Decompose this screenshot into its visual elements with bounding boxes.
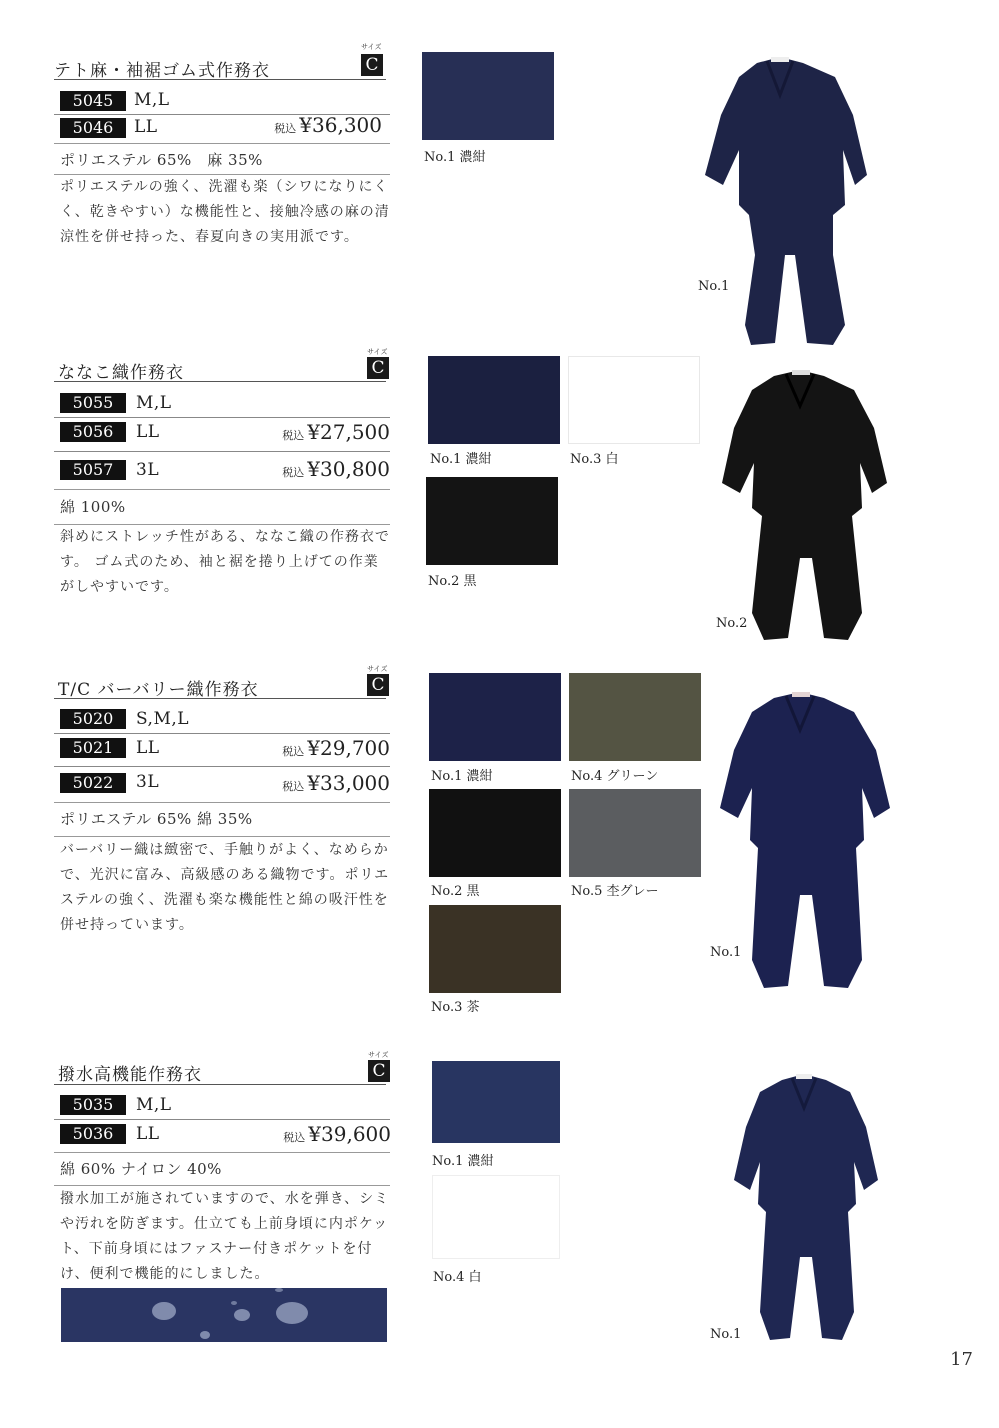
color-swatch	[432, 1175, 560, 1263]
fabric-swatch-navy	[422, 52, 554, 140]
product-code: 5021	[60, 738, 126, 758]
fabric-swatch-white	[568, 356, 700, 444]
size-range: M,L	[134, 90, 170, 110]
size-badge: C	[367, 674, 389, 696]
product-code: 5046	[60, 118, 126, 138]
description: バーバリー織は緻密で、手触りがよく、なめらかで、光沢に富み、高級感のある織物です。ポリエステルの強く、洗濯も楽な機能性と綿の吸汗性を併せ持っています。	[60, 842, 390, 933]
price: 税込 ¥33,000	[282, 771, 390, 795]
description: ポリエステルの強く、洗濯も楽（シワになりにくく、乾きやすい）な機能性と、接触冷感の麻の清涼性を併せ持った、春夏向きの実用派です。	[60, 179, 390, 245]
size-caption: サイズ	[367, 348, 388, 356]
swatch-label: No.4 グリーン	[571, 769, 659, 784]
price: 税込 ¥36,300	[274, 113, 382, 137]
swatch-label: No.2 黒	[431, 884, 480, 899]
size-range: M,L	[136, 393, 172, 413]
fabric-swatch-navy	[429, 673, 561, 761]
material: 綿 60% ナイロン 40%	[60, 1160, 222, 1178]
product-title: ななこ織作務衣	[58, 363, 184, 383]
divider	[54, 1152, 390, 1153]
color-swatch	[426, 477, 558, 569]
divider	[54, 1185, 390, 1186]
garment-photo	[712, 368, 892, 648]
row-divider	[54, 1119, 390, 1120]
size-range: 3L	[136, 460, 160, 480]
color-swatch	[569, 789, 701, 881]
color-swatch	[568, 356, 700, 448]
price: 税込 ¥39,600	[283, 1122, 391, 1146]
product-title: テト麻・袖裾ゴム式作務衣	[54, 61, 270, 81]
size-range: 3L	[136, 772, 160, 792]
model-label: No.2	[716, 616, 748, 631]
title-underline	[54, 698, 386, 699]
swatch-label: No.2 黒	[428, 574, 477, 589]
size-range: S,M,L	[136, 709, 190, 729]
color-swatch	[429, 673, 561, 765]
size-caption: サイズ	[367, 665, 388, 673]
model-label: No.1	[710, 1327, 742, 1342]
color-swatch	[432, 1061, 560, 1147]
color-swatch	[569, 673, 701, 765]
swatch-label: No.3 白	[570, 452, 619, 467]
fabric-swatch-navy	[428, 356, 560, 444]
fabric-swatch-white	[432, 1175, 560, 1259]
product-code: 5057	[60, 460, 126, 480]
title-underline	[54, 381, 386, 382]
divider	[54, 489, 390, 490]
fabric-swatch-navy	[432, 1061, 560, 1143]
fabric-swatch-black	[429, 789, 561, 877]
product-title: 撥水高機能作務衣	[58, 1065, 202, 1085]
swatch-label: No.5 杢グレー	[571, 884, 659, 899]
swatch-label: No.3 茶	[431, 1000, 480, 1015]
product-code: 5020	[60, 709, 126, 729]
product-code: 5022	[60, 773, 126, 793]
model-label: No.1	[698, 279, 730, 294]
garment-photo	[730, 1072, 880, 1342]
model-label: No.1	[710, 945, 742, 960]
row-divider	[54, 451, 390, 452]
product-code: 5045	[60, 91, 126, 111]
size-caption: サイズ	[361, 43, 382, 51]
size-badge: C	[361, 54, 383, 76]
garment-photo	[695, 55, 875, 350]
color-swatch	[429, 789, 561, 881]
divider	[54, 143, 390, 144]
title-underline	[54, 79, 386, 80]
color-swatch	[429, 905, 561, 997]
color-swatch	[422, 52, 554, 140]
divider	[54, 836, 390, 837]
swatch-label: No.1 濃紺	[432, 1154, 494, 1169]
page-number: 17	[950, 1349, 973, 1370]
size-badge: C	[368, 1060, 390, 1082]
product-code: 5056	[60, 422, 126, 442]
swatch-label: No.1 濃紺	[431, 769, 493, 784]
size-range: M,L	[136, 1095, 172, 1115]
color-swatch	[428, 356, 560, 448]
fabric-swatch-green	[569, 673, 701, 761]
water-repellent-fabric-image	[61, 1288, 387, 1342]
swatch-label: No.1 濃紺	[430, 452, 492, 467]
size-range: LL	[136, 422, 160, 442]
title-underline	[54, 1084, 386, 1085]
product-title: T/C バーバリー織作務衣	[58, 680, 259, 700]
fabric-swatch-gray	[569, 789, 701, 877]
size-caption: サイズ	[368, 1051, 389, 1059]
description: 斜めにストレッチ性がある、ななこ織の作務衣です。 ゴム式のため、袖と裾を捲り上げての作業がしやすいです。	[60, 529, 390, 595]
size-badge: C	[367, 357, 389, 379]
description: 撥水加工が施されていますので、水を弾き、シミや汚れを防ぎます。仕立ても上前身頃に内ポケット、下前身頃にはファスナー付きポケットを付け、便利で機能的にしました。	[60, 1191, 390, 1282]
product-code: 5035	[60, 1095, 126, 1115]
price: 税込 ¥27,500	[282, 420, 390, 444]
material: ポリエステル 65% 綿 35%	[60, 810, 253, 828]
divider	[54, 802, 390, 803]
material: 綿 100%	[60, 498, 126, 516]
swatch-label: No.1 濃紺	[424, 150, 486, 165]
material: ポリエステル 65% 麻 35%	[60, 151, 263, 169]
size-range: LL	[136, 1124, 160, 1144]
size-range: LL	[136, 738, 160, 758]
swatch-label: No.4 白	[433, 1270, 482, 1285]
fabric-swatch-brown	[429, 905, 561, 993]
fabric-swatch-black	[426, 477, 558, 565]
row-divider	[54, 417, 390, 418]
price: 税込 ¥29,700	[282, 736, 390, 760]
size-range: LL	[134, 117, 158, 137]
row-divider	[54, 766, 390, 767]
row-divider	[54, 733, 390, 734]
product-code: 5036	[60, 1124, 126, 1144]
price: 税込 ¥30,800	[282, 457, 390, 481]
product-code: 5055	[60, 393, 126, 413]
